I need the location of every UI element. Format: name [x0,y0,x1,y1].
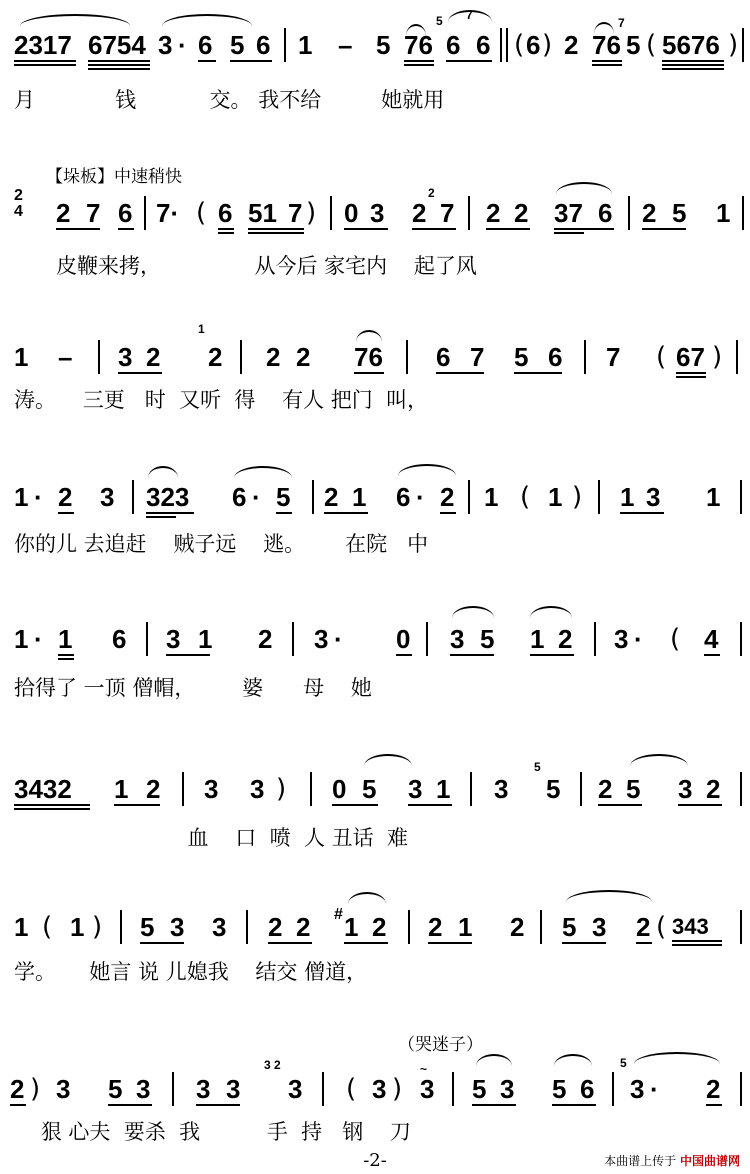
lyrics-line-2: 皮鞭来拷， 从今后 家宅内 起了风 [56,254,477,278]
lyrics-line-4: 你的儿 去追赶 贼子远 逃。 在院 中 [14,532,429,556]
lyrics-line-8: 狠 心夫 要杀 我 手 持 钢 刀 [14,1120,411,1144]
site-logo: 中国曲谱网 [679,1154,740,1168]
score-page: 2317 6754 3 · 6 5 6 1 – 5 76 5 6 7 6 ( 6 ) 2 76 7 5 ( 5676 ) 月 钱 交。 我不给 她就用 【垛板】中速稍快 2 4 2 7 6 7· ( 6 51 7 ) 0 3 2 2 7 2 2 37 6 2 5 1 皮鞭来拷， 从今后 家宅内 起了风 1 – 3 2 1 2 2 2 76 6 7 5 6 7 ( 67 ) 涛。 三更 时 又听 得 有人 把门 叫， 1 · 2 3 323 6 · 5 2 1 6 · 2 1 ( 1 ) 1 3 1 你的儿 去追赶 贼子远 逃。 在院 中 1 · 1 6 3 1 2 3 · 0 3 5 1 2 3 · ( 4 拾得了 一顶 僧帽， 婆 母 她 3432 1 2 3 3 ) 0 5 3 1 3 5 5 2 5 3 2 血 口 喷 人 丑话 难 1 ( 1 ) 5 3 3 2 2 # 1 2 2 1 2 5 3 2 ( 343 学。 她言 说 儿媳我 结交 僧道， （哭迷子） 2 ) 3 5 3 3 3 3 2 3 ( 3 ) ~ 3 5 3 5 6 5 3 · 2 狠 心夫 要杀 我 手 持 钢 刀 -2- 本曲谱上传于 中国曲谱网 [0,0,750,1174]
lyrics-line-6: 血 口 喷 人 丑话 难 [14,826,408,850]
lyrics-line-1: 月 钱 交。 我不给 她就用 [14,88,445,112]
section-label-duoban: 【垛板】中速稍快 [46,167,182,187]
lyrics-line-5: 拾得了 一顶 僧帽， 婆 母 她 [14,676,372,700]
score-notes: 2317 [14,30,72,60]
section-label-kumizi: （哭迷子） [398,1035,483,1055]
time-signature: 2 4 [14,187,23,220]
footer-text: 本曲谱上传于 [604,1154,677,1168]
lyrics-line-3: 涛。 三更 时 又听 得 有人 把门 叫， [14,388,429,412]
lyrics-line-7: 学。 她言 说 儿媳我 结交 僧道， [14,960,368,984]
footer-credit [604,1152,740,1169]
page-number: -2- [363,1150,387,1171]
